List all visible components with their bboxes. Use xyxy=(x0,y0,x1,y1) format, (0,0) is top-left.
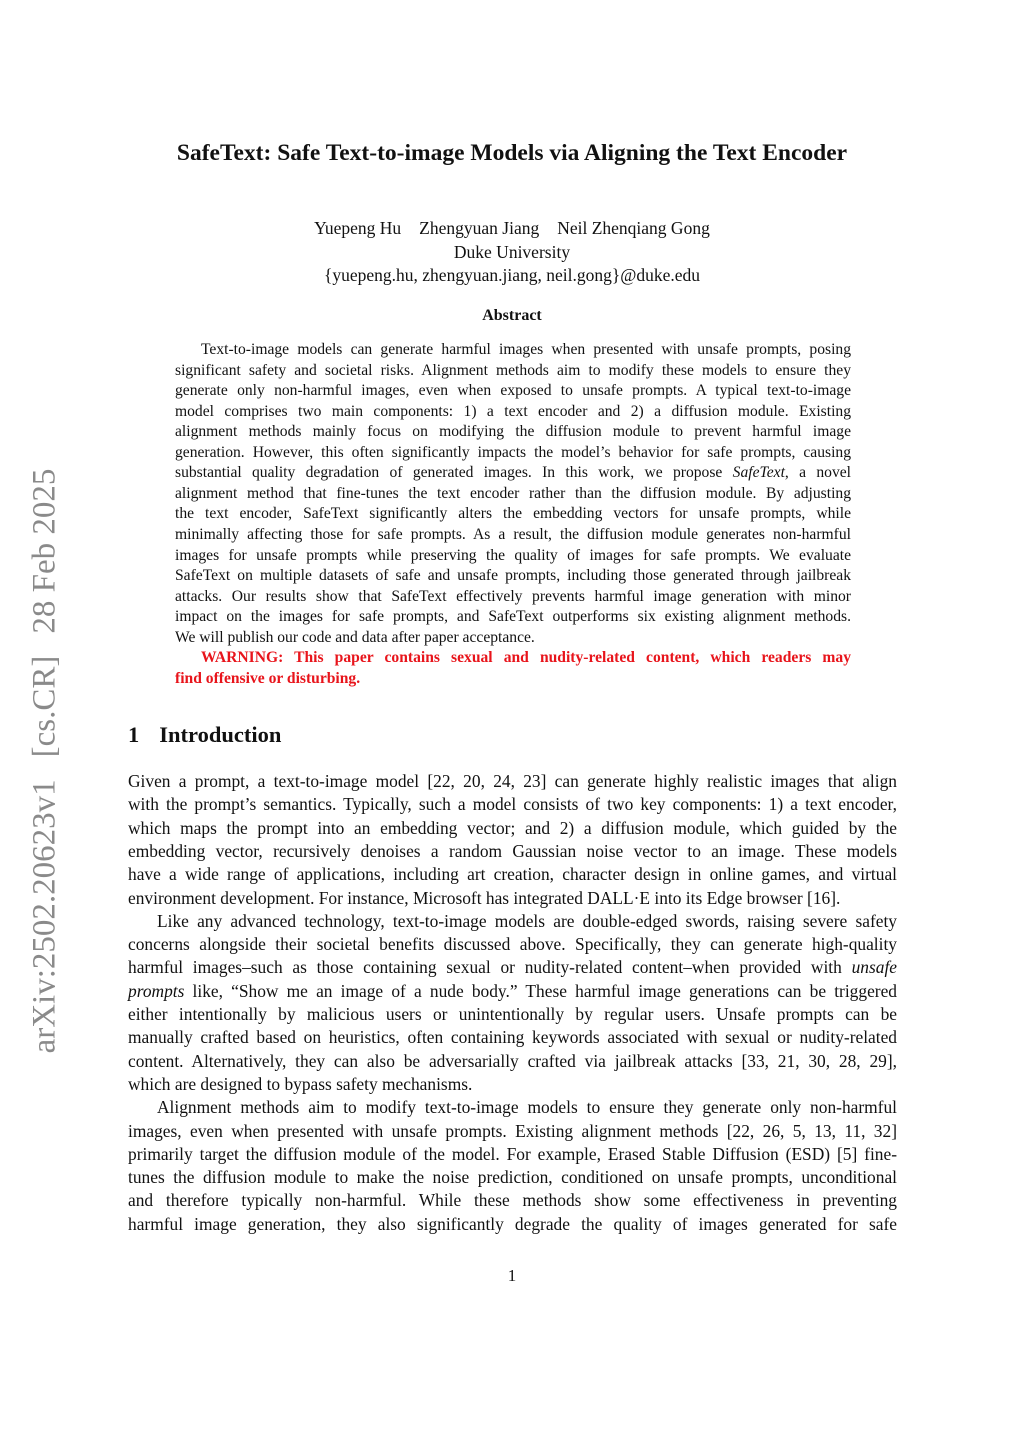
text-line: embedding vector, recursively denoises a random Gaussian noise vector to an image. These models xyxy=(128,840,897,861)
text-line: generation. However, this often significantly impacts the model’s behavior for safe prompts, causing xyxy=(175,443,851,461)
text-line: Text-to-image models can generate harmful images when presented with unsafe prompts, posing xyxy=(201,341,851,358)
text-line: Alignment methods aim to modify text-to-image models to ensure they generate only non-harmful xyxy=(157,1097,897,1118)
text-line: Given a prompt, a text-to-image model [22, 20, 24, 23] can generate highly realistic images that align xyxy=(128,771,897,791)
text-line: minimally affecting those for safe prompts. As a result, the diffusion module generates non-harmful xyxy=(175,525,851,543)
author: Zhengyuan Jiang xyxy=(419,218,540,238)
text-line: impact on the images for safe prompts, and SafeText outperforms six existing alignment methods. xyxy=(175,608,851,626)
arxiv-date: 28 Feb 2025 xyxy=(26,468,63,634)
text-line: model comprises two main components: 1) a text encoder and 2) a diffusion module. Existing xyxy=(175,402,851,420)
abstract-heading: Abstract xyxy=(482,307,542,324)
text-line: alignment methods mainly focus on modifying the diffusion module to prevent harmful image xyxy=(175,423,851,441)
author: Yuepeng Hu xyxy=(314,218,402,238)
text-line: primarily target the diffusion module of the model. For example, Erased Stable Diffusion (ESD) [5] fine- xyxy=(128,1143,897,1164)
text-line: Like any advanced technology, text-to-image models are double-edged swords, raising severe safety xyxy=(157,910,897,931)
text-line: and therefore typically non-harmful. While these methods show some effectiveness in preventing xyxy=(128,1190,897,1211)
text-line: with the prompt’s semantics. Typically, such a model consists of two key components: 1) a text encoder, xyxy=(128,794,897,815)
text-line: WARNING: This paper contains sexual and nudity-related content, which readers may xyxy=(201,649,851,667)
text-line: either intentionally by malicious users or unintentionally by regular users. Unsafe prompts can be xyxy=(128,1004,897,1024)
paper-title: SafeText: Safe Text-to-image Models via Aligning the Text Encoder xyxy=(176,140,848,166)
text-line: which maps the prompt into an embedding vector; and 2) a diffusion module, which guided by the xyxy=(128,817,897,838)
author-list xyxy=(0,218,1024,239)
text-line: SafeText on multiple datasets of safe and unsafe prompts, including those generated through jailbreak xyxy=(175,567,851,585)
text-line: manually crafted based on heuristics, often containing keywords associated with sexual or nudity-related xyxy=(128,1027,897,1048)
affiliation: Duke University xyxy=(453,242,571,262)
text-line: significant safety and societal risks. Alignment methods aim to modify these models to ensure they xyxy=(175,361,851,379)
author: Neil Zhenqiang Gong xyxy=(557,218,710,238)
text-line: environment development. For instance, Microsoft has integrated DALL·E into its Edge browser [16]. xyxy=(128,887,841,908)
text-line: which are designed to bypass safety mechanisms. xyxy=(128,1073,473,1094)
section-title: Introduction xyxy=(159,722,282,747)
text-line: generate only non-harmful images, even when exposed to unsafe prompts. A typical text-to-image xyxy=(175,382,851,400)
text-line: prompts like, “Show me an image of a nude body.” These harmful image generations can be triggered xyxy=(128,980,897,1001)
text-line: find offensive or disturbing. xyxy=(175,669,361,687)
arxiv-identifier-stamp xyxy=(27,447,64,1054)
text-line: have a wide range of applications, including art creation, character design in online games, and virtual xyxy=(128,864,897,885)
text-line: We will publish our code and data after paper acceptance. xyxy=(175,628,535,646)
author-emails: {yuepeng.hu, zhengyuan.jiang, neil.gong}@duke.edu xyxy=(323,265,701,285)
page-number: 1 xyxy=(507,1266,517,1285)
text-line: the text encoder, SafeText significantly alters the embedding vectors for unsafe prompts, while xyxy=(175,505,851,523)
section-number: 1 xyxy=(128,722,140,747)
text-line: attacks. Our results show that SafeText effectively prevents harmful image generation with minor xyxy=(175,587,851,605)
text-line: concerns alongside their societal benefits discussed above. Specifically, they can generate high-quality xyxy=(128,934,897,955)
text-line: substantial quality degradation of generated images. In this work, we propose SafeText, a novel xyxy=(175,464,851,482)
text-line: harmful images–such as those containing sexual or nudity-related content–when provided with unsafe xyxy=(128,957,897,978)
text-line: harmful image generation, they also significantly degrade the quality of images generated for safe xyxy=(128,1213,897,1234)
arxiv-id: arXiv:2502.20623v1 xyxy=(26,779,63,1054)
text-line: alignment method that fine-tunes the text encoder rather than the diffusion module. By adjusting xyxy=(175,484,851,502)
text-line: images, even when presented with unsafe prompts. Existing alignment methods [22, 26, 5, 13, 11, 32] xyxy=(128,1120,897,1141)
text-line: images for unsafe prompts while preserving the quality of images for safe prompts. We evaluate xyxy=(175,546,851,564)
text-line: tunes the diffusion module to make the noise prediction, conditioned on unsafe prompts, unconditional xyxy=(128,1167,897,1188)
section-heading xyxy=(128,722,281,748)
text-line: content. Alternatively, they can also be adversarially crafted via jailbreak attacks [33, 21, 30, 28, 29], xyxy=(128,1050,897,1071)
arxiv-category: [cs.CR] xyxy=(26,655,63,758)
